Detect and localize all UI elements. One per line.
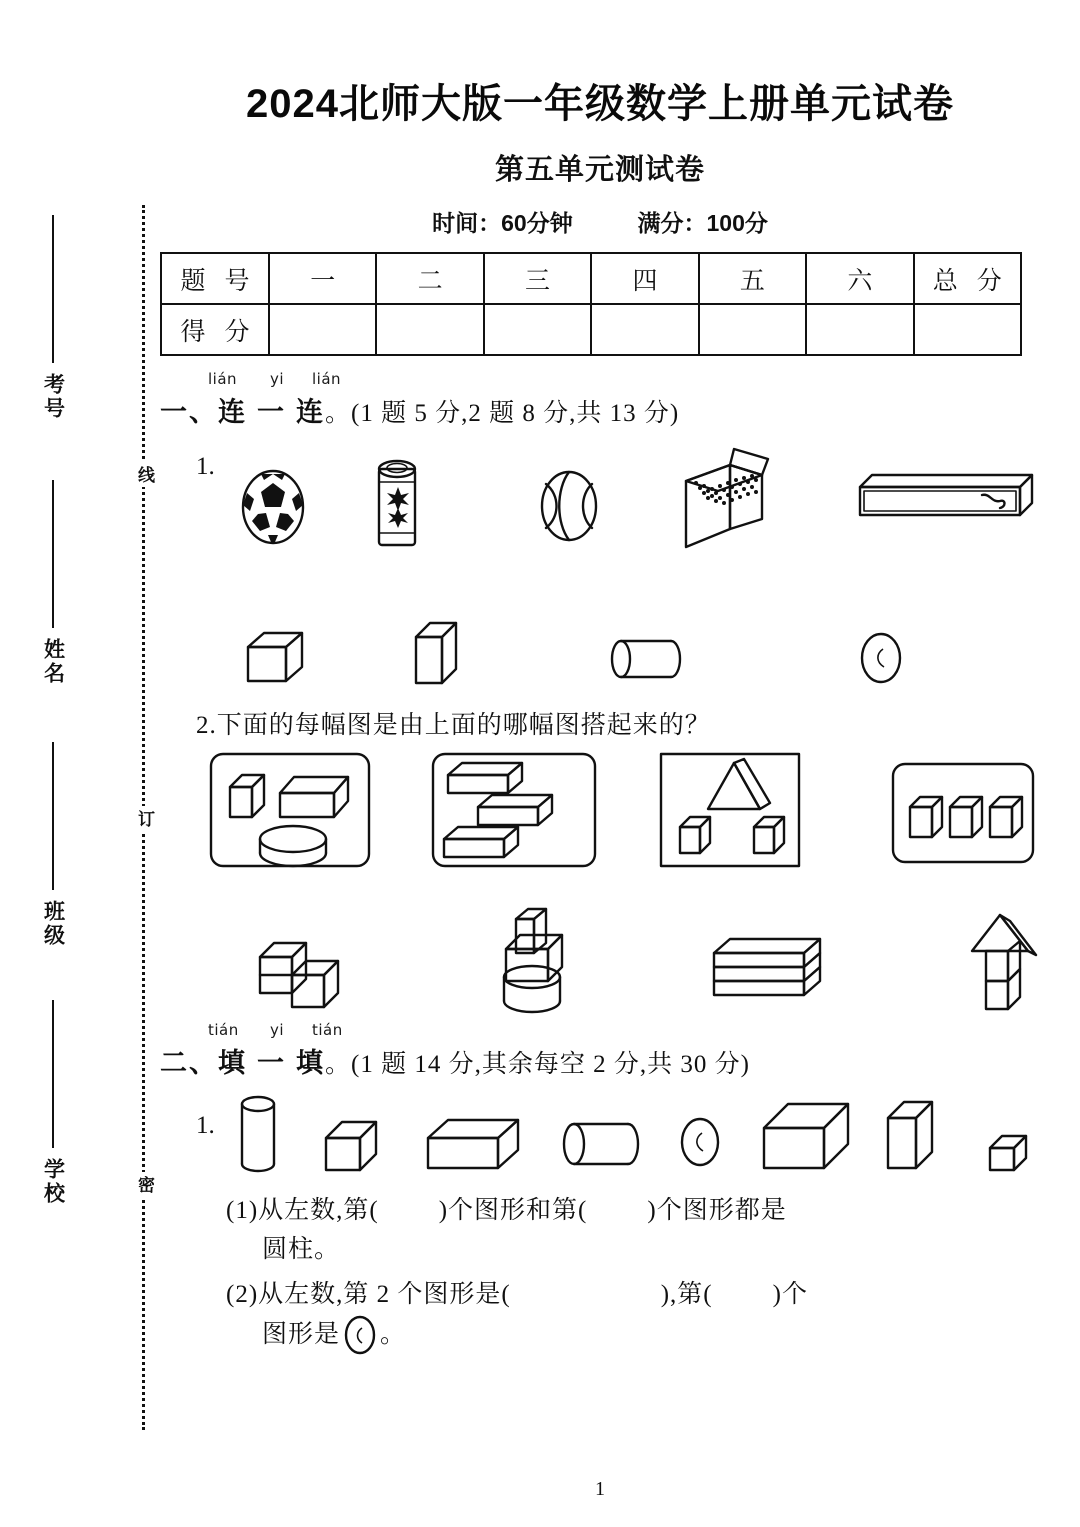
- seal-char-seal: 密: [131, 1172, 157, 1197]
- margin-field-name: [18, 480, 88, 686]
- score-table-col-1: 一: [269, 253, 376, 304]
- section-two-heading: [160, 1021, 1040, 1080]
- question-2-1-sub-2: [160, 1276, 1040, 1357]
- sub-question-line-1: [226, 1192, 1040, 1231]
- score-table-row-header: 题 号: [161, 253, 269, 304]
- question-1-2-builds-row: [160, 905, 1040, 1015]
- section-title: [160, 390, 1040, 429]
- question-1-2-panels-row: [160, 751, 1040, 869]
- section-points: (1 题 5 分,2 题 8 分,共 13 分): [351, 400, 680, 427]
- score-cell-total[interactable]: [914, 304, 1021, 355]
- score-cell-3[interactable]: [484, 304, 591, 355]
- exam-meta-row: [160, 205, 1040, 238]
- cylindrical-can-icon: [373, 455, 421, 549]
- section-index: 二、: [160, 1048, 218, 1078]
- sub-question-line2-text-b: 。: [380, 1320, 407, 1348]
- horizontal-cylinder-shape-icon: [560, 1118, 646, 1170]
- section-points: (1 题 14 分,其余每空 2 分,共 30 分): [351, 1051, 750, 1078]
- score-table-col-5: 五: [699, 253, 806, 304]
- section-index: 一、: [160, 397, 218, 427]
- sub-question-part-3: )个图形都是: [647, 1197, 787, 1224]
- sub-question-line-1: [226, 1276, 1040, 1315]
- three-cubes-panel: [890, 761, 1036, 865]
- sub-question-part-3: )个: [772, 1280, 808, 1308]
- sub-question-line2-text: 圆柱。: [262, 1235, 341, 1263]
- sub-question-part-1: 从左数,第(: [258, 1197, 379, 1224]
- question-2-1-shapes-row: [160, 1090, 1040, 1182]
- margin-field-class: [18, 742, 88, 948]
- section-name-c: 填: [296, 1048, 325, 1078]
- sphere-shape-icon: [341, 1314, 379, 1356]
- write-rule-line: [52, 215, 54, 363]
- stair-cubes-build: [248, 919, 348, 1015]
- sub-question-part-2: ),第(: [660, 1280, 713, 1308]
- pinyin-syllable: lián: [312, 370, 342, 388]
- cube-cuboid-cylinder-panel: [208, 751, 372, 869]
- sub-question-line-2: [226, 1314, 1040, 1356]
- page-number: 1: [595, 1478, 605, 1500]
- score-table-col-3: 三: [484, 253, 591, 304]
- score-cell-1[interactable]: [269, 304, 376, 355]
- pinyin-syllable: tián: [208, 1021, 239, 1039]
- score-table: [160, 252, 1022, 356]
- question-number: 2.: [196, 712, 217, 739]
- write-rule-line: [52, 1000, 54, 1148]
- large-cube-shape-icon: [758, 1098, 860, 1176]
- question-number: 1.: [196, 453, 215, 480]
- score-cell-5[interactable]: [699, 304, 806, 355]
- score-table-col-2: 二: [376, 253, 483, 304]
- exam-fullmark-label: 满分：100分: [637, 210, 768, 236]
- student-info-margin: [0, 0, 115, 1527]
- question-1-2: [160, 705, 1040, 1015]
- margin-field-label: 考号: [41, 373, 65, 421]
- pinyin-syllable: yi: [270, 370, 285, 388]
- tall-cuboid-shape-icon: [882, 1096, 942, 1176]
- question-1-2-text: [160, 705, 1040, 741]
- exam-sheet: [160, 0, 1040, 1527]
- score-table-col-4: 四: [591, 253, 698, 304]
- page-title: 2024北师大版一年级数学上册单元试卷: [246, 82, 954, 126]
- write-rule-line: [52, 742, 54, 890]
- page-subtitle: 第五单元测试卷: [494, 154, 705, 186]
- sub-question-line-2: [226, 1231, 1040, 1270]
- exam-time-label: 时间：60分钟: [432, 210, 573, 236]
- sub-question-part-2: )个图形和第(: [438, 1197, 588, 1224]
- sphere-shape-icon: [857, 631, 905, 685]
- score-cell-6[interactable]: [806, 304, 913, 355]
- cylinder-tower-build: [476, 905, 586, 1015]
- section-name-a: 连: [218, 397, 257, 427]
- soccer-ball-icon: [238, 469, 308, 545]
- score-cell-2[interactable]: [376, 304, 483, 355]
- pinyin-annotation: [208, 370, 341, 388]
- seal-char-line: 线: [131, 462, 157, 487]
- horizontal-cylinder-shape-icon: [607, 635, 687, 683]
- write-rule-line: [52, 480, 54, 628]
- pencil-case-icon: [850, 467, 1040, 523]
- score-table-col-total: 总 分: [914, 253, 1021, 304]
- flat-cuboid-shape-icon: [422, 1116, 528, 1174]
- question-1-1-shapes-row: [160, 607, 1040, 699]
- small-cube-shape-icon: [320, 1114, 384, 1176]
- sphere-shape-icon: [676, 1116, 724, 1168]
- pinyin-annotation: [208, 1021, 343, 1039]
- pinyin-syllable: lián: [208, 370, 238, 388]
- seal-char-bind: 订: [131, 806, 157, 831]
- score-table-row-header: 得 分: [161, 304, 269, 355]
- section-period: 。: [325, 1051, 352, 1078]
- basketball-icon: [538, 469, 600, 543]
- match-box-icon: [670, 447, 780, 551]
- house-arrow-build: [950, 911, 1050, 1015]
- section-title: [160, 1041, 1040, 1080]
- vertical-cylinder-shape-icon: [232, 1090, 284, 1176]
- triangle-two-cubes-panel: [658, 751, 802, 869]
- section-one-heading: [160, 370, 1040, 429]
- cube-shape-icon: [242, 627, 310, 689]
- score-table-col-6: 六: [806, 253, 913, 304]
- question-2-1-sub-1: [160, 1192, 1040, 1270]
- section-period: 。: [325, 400, 352, 427]
- margin-field-exam-number: [18, 215, 88, 421]
- question-body: 下面的每幅图是由上面的哪幅图搭起来的？: [216, 712, 711, 739]
- margin-field-label: 姓名: [41, 638, 65, 686]
- sub-question-part-1: 从左数,第 2 个图形是(: [258, 1280, 511, 1308]
- sub-question-label: (1): [226, 1197, 259, 1224]
- tall-cuboid-shape-icon: [410, 617, 464, 689]
- section-name-a: 填: [218, 1048, 257, 1078]
- stacked-slabs-build: [706, 927, 836, 1007]
- margin-field-school: [18, 1000, 88, 1206]
- question-number: 1.: [196, 1112, 215, 1139]
- table-row-question-numbers: [161, 253, 1021, 304]
- table-row-scores: [161, 304, 1021, 355]
- score-cell-4[interactable]: [591, 304, 698, 355]
- tiny-cube-shape-icon: [984, 1126, 1036, 1176]
- sub-question-line2-text-a: 图形是: [262, 1320, 341, 1348]
- pinyin-syllable: yi: [270, 1021, 285, 1039]
- sub-question-label: (2): [226, 1280, 259, 1308]
- margin-field-label: 学校: [41, 1158, 65, 1206]
- three-flat-cuboids-panel: [430, 751, 598, 869]
- question-1-1-objects-row: [160, 443, 1040, 551]
- section-name-b: 一: [257, 397, 296, 427]
- margin-field-label: 班级: [41, 900, 65, 948]
- section-name-c: 连: [296, 397, 325, 427]
- section-name-b: 一: [257, 1048, 296, 1078]
- pinyin-syllable: tián: [312, 1021, 343, 1039]
